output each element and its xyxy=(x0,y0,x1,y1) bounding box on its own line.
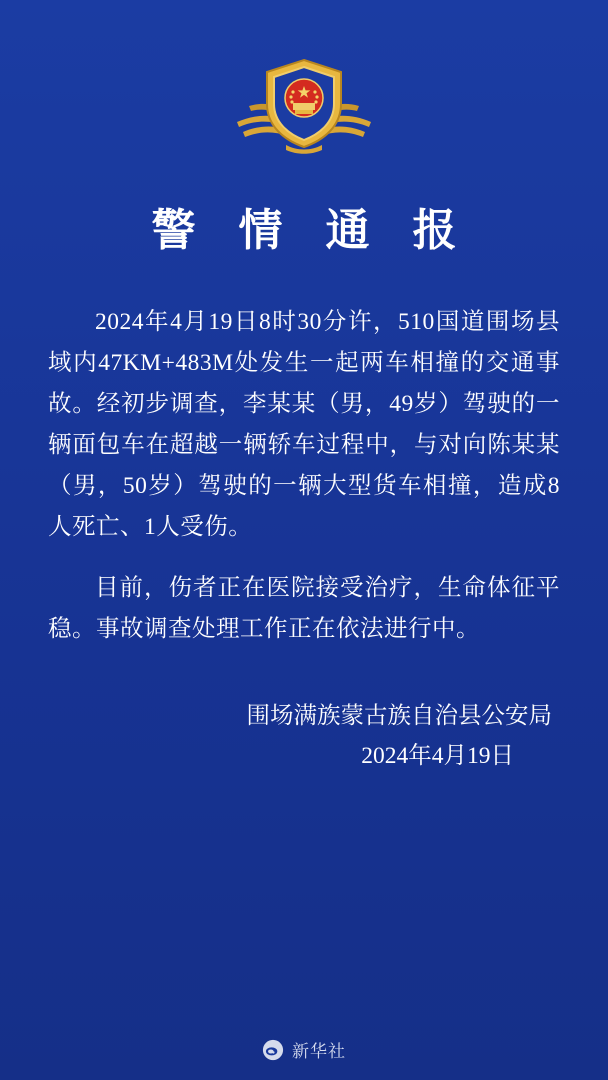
paragraph-1: 2024年4月19日8时30分许，510国道围场县域内47KM+483M处发生一起两车相撞的交通事故。经初步调查，李某某（男，49岁）驾驶的一辆面包车在超越一辆轿车过程中，与对向陈某某（男，50岁）驾驶的一辆大型货车相撞，造成8人死亡、1人受伤。 xyxy=(48,309,560,540)
signature-date: 2024年4月19日 xyxy=(361,743,514,769)
footer-label: 新华社 xyxy=(292,1042,346,1061)
notice-body xyxy=(48,302,560,650)
paragraph-2: 目前，伤者正在医院接受治疗，生命体征平稳。事故调查处理工作正在依法进行中。 xyxy=(48,575,560,642)
signature-organization: 围场满族蒙古族自治县公安局 xyxy=(246,703,552,729)
page-title: 警 情 通 报 xyxy=(151,206,473,255)
signature-block xyxy=(0,696,552,776)
china-police-badge-icon xyxy=(229,48,379,158)
emblem-container xyxy=(0,0,608,158)
weibo-icon xyxy=(262,1039,284,1061)
footer-watermark xyxy=(0,1037,608,1062)
